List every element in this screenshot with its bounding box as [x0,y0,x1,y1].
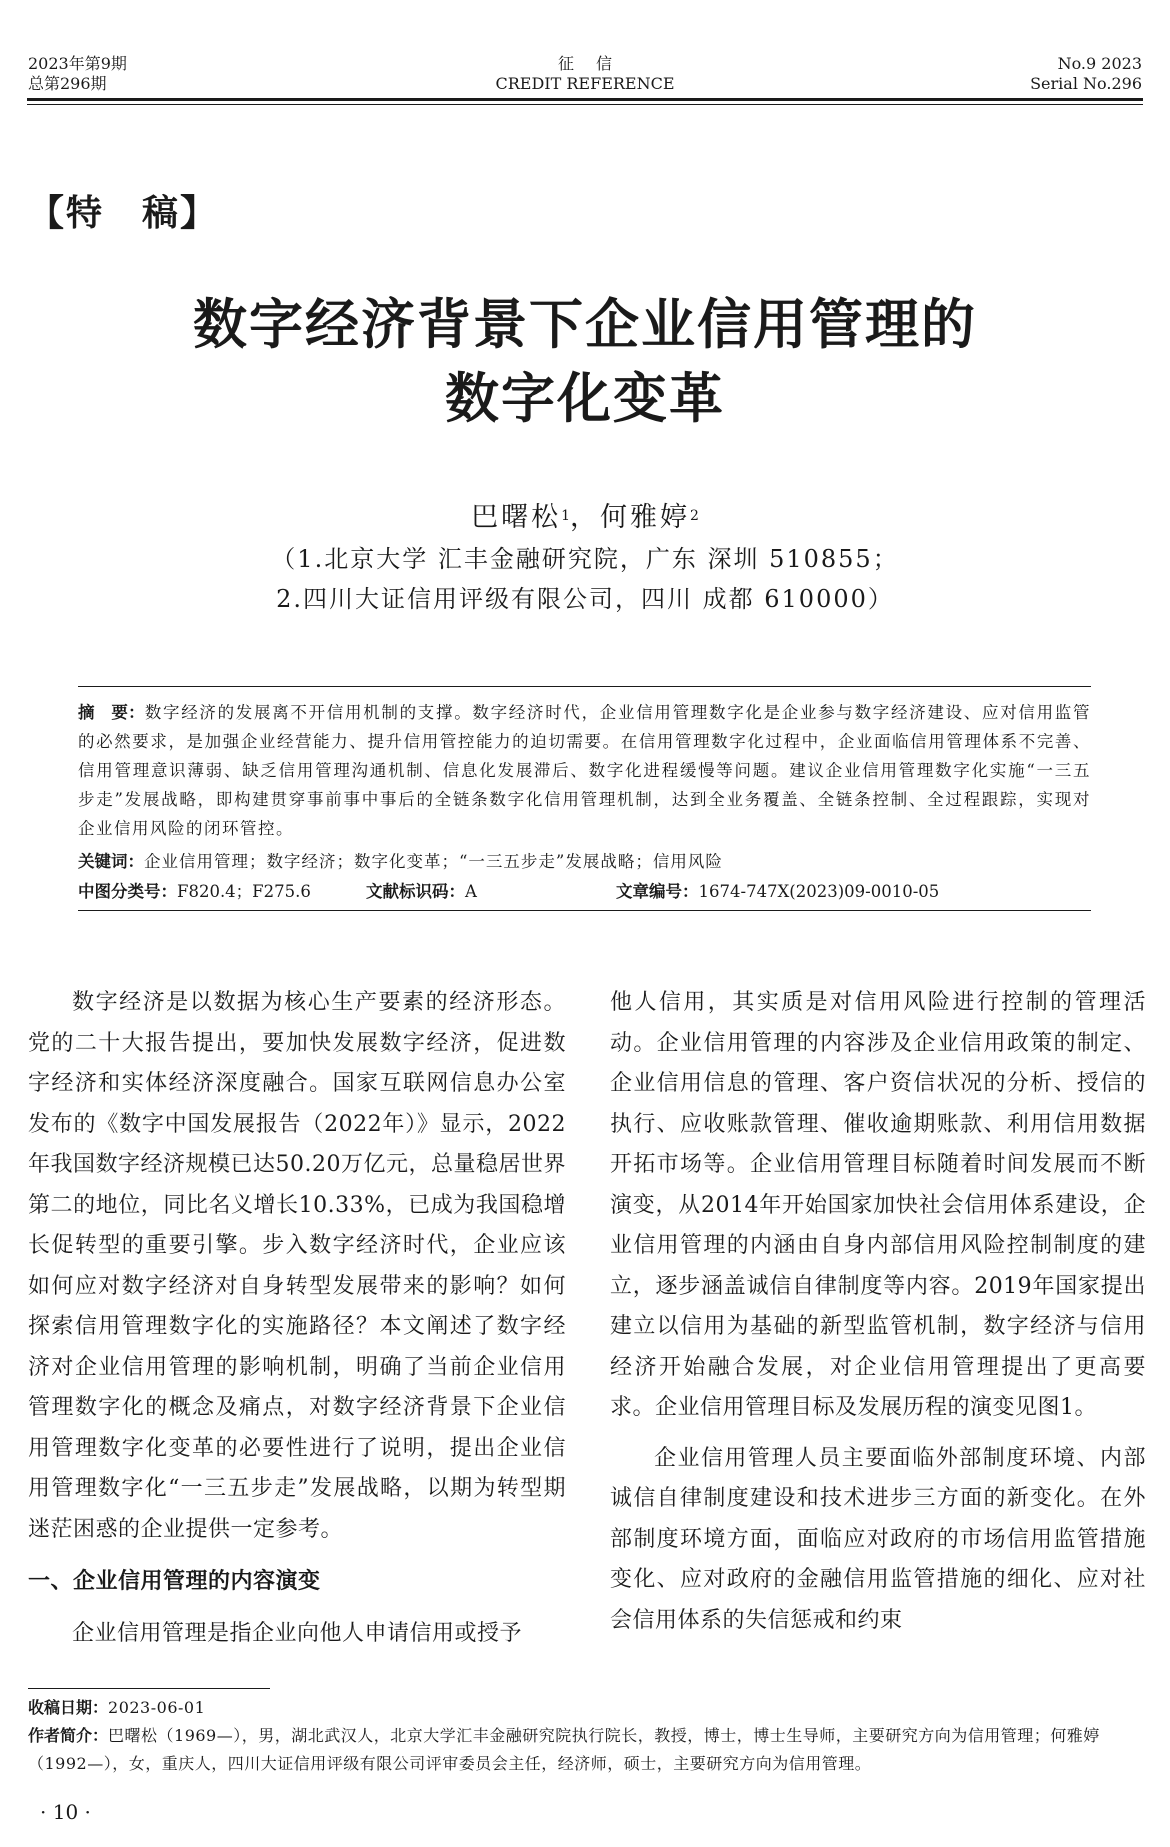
author-name: 何雅婷 [600,502,690,533]
author-bio-label: 作者简介： [28,1726,109,1745]
affiliation-line-1: （1.北京大学 汇丰金融研究院，广东 深圳 510855； [271,545,899,573]
author-affiliation-mark: 2 [690,508,699,524]
issue-number: 2023年第9期 [28,54,127,73]
author-line [0,500,1170,536]
title-line-1: 数字经济背景下企业信用管理的 [193,293,977,356]
body-paragraph: 数字经济是以数据为核心生产要素的经济形态。党的二十大报告提出，要加快发展数字经济，促进数字经济和实体经济深度融合。国家互联网信息办公室发布的《数字中国发展报告（2022年）》显示，2022年我国数字经济规模已达50.20万亿元，总量稳居世界第二的地位，同比名义增长10.33%，已成为我国稳增长促转型的重要引擎。步入数字经济时代，企业应该如何应对数字经济对自身转型发展带来的影响？如何探索信用管理数字化的实施路径？本文阐述了数字经济对企业信用管理的影响机制，明确了当前企业信用管理数字化的概念及痛点，对数字经济背景下企业信用管理数字化变革的必要性进行了说明，提出企业信用管理数字化“一三五步走”发展战略，以期为转型期迷茫困惑的企业提供一定参考。 [28,990,566,1542]
running-header-center [0,54,1170,94]
received-date-label: 收稿日期： [28,1698,109,1717]
serial-number-en: Serial No.296 [1030,74,1142,93]
section-tag: 【特 稿】 [28,193,219,234]
received-date [28,1694,1146,1722]
section-heading: 一、企业信用管理的内容演变 [28,1569,321,1594]
author-affiliation-mark: 1 [561,508,570,524]
affiliation-line-2: 2.四川大证信用评级有限公司，四川 成都 610000） [276,585,894,613]
body-column-left [28,983,566,1655]
abstract [78,698,1091,843]
article-number [616,878,939,906]
received-date-value: 2023-06-01 [108,1698,206,1717]
body-column-right [610,983,1146,1641]
document-code-value: A [465,882,477,901]
page-number: · 10 · [40,1800,91,1824]
abstract-rule-bottom [78,910,1091,911]
footnote-rule [28,1688,270,1689]
body-paragraph: 企业信用管理人员主要面临外部制度环境、内部诚信自律制度建设和技术进步三方面的新变化。在外部制度环境方面，面临应对政府的市场信用监管措施变化、应对政府的金融信用监管措施的细化、应对社会信用体系的失信惩戒和约束 [610,1445,1146,1633]
serial-issue: 总第296期 [28,74,107,93]
article-number-label: 文章编号： [616,882,699,901]
keywords [78,848,1091,876]
abstract-label: 摘 要： [78,703,145,722]
keywords-text: 企业信用管理；数字经济；数字化变革；“一三五步走”发展战略；信用风险 [144,852,723,871]
abstract-rule-top [78,686,1091,687]
journal-name-zh: 征信 [557,54,634,73]
author-bio-text: 巴曙松（1969—），男，湖北武汉人，北京大学汇丰金融研究院执行院长，教授，博士，博士生导师，主要研究方向为信用管理；何雅婷（1992—），女，重庆人，四川大证信用评级有限公司评审委员会主任，经济师，硕士，主要研究方向为信用管理。 [28,1726,1100,1773]
author-name: 巴曙松 [471,502,562,533]
author-bio [28,1722,1146,1778]
author-separator: ， [570,502,600,533]
body-paragraph: 他人信用，其实质是对信用风险进行控制的管理活动。企业信用管理的内容涉及企业信用政策的制定、企业信用信息的管理、客户资信状况的分析、授信的执行、应收账款管理、催收逾期账款、利用信用数据开拓市场等。企业信用管理目标随着时间发展而不断演变，从2014年开始国家加快社会信用体系建设，企业信用管理的内涵由自身内部信用风险控制制度的建立，逐步涵盖诚信自律制度等内容。2019年国家提出建立以信用为基础的新型监管机制，数字经济与信用经济开始融合发展，对企业信用管理提出了更高要求。企业信用管理目标及发展历程的演变见图1。 [610,990,1146,1420]
header-rule-thin [27,104,1143,105]
article-title [0,288,1170,436]
header-rule-thick [27,98,1143,101]
abstract-text: 数字经济的发展离不开信用机制的支撑。数字经济时代，企业信用管理数字化是企业参与数字经济建设、应对信用监管的必然要求，是加强企业经营能力、提升信用管控能力的迫切需要。在信用管理数字化过程中，企业面临信用管理体系不完善、信用管理意识薄弱、缺乏信用管理沟通机制、信息化发展滞后、数字化进程缓慢等问题。建议企业信用管理数字化实施“一三五步走”发展战略，即构建贯穿事前事中事后的全链条数字化信用管理机制，达到全业务覆盖、全链条控制、全过程跟踪，实现对企业信用风险的闭环管控。 [78,703,1092,838]
clc-value: F820.4；F275.6 [177,882,311,901]
footnote [28,1694,1146,1778]
title-line-2: 数字化变革 [445,367,725,430]
running-header-right [1030,54,1142,94]
keywords-label: 关键词： [78,852,144,871]
clc-code [78,878,311,906]
clc-label: 中图分类号： [78,882,177,901]
issue-number-en: No.9 2023 [1057,54,1142,73]
article-number-value: 1674-747X(2023)09-0010-05 [698,882,940,901]
body-paragraph: 企业信用管理是指企业向他人申请信用或授予 [72,1621,523,1646]
journal-name-en: CREDIT REFERENCE [495,74,675,93]
document-code-label: 文献标识码： [366,882,465,901]
document-code [366,878,477,906]
